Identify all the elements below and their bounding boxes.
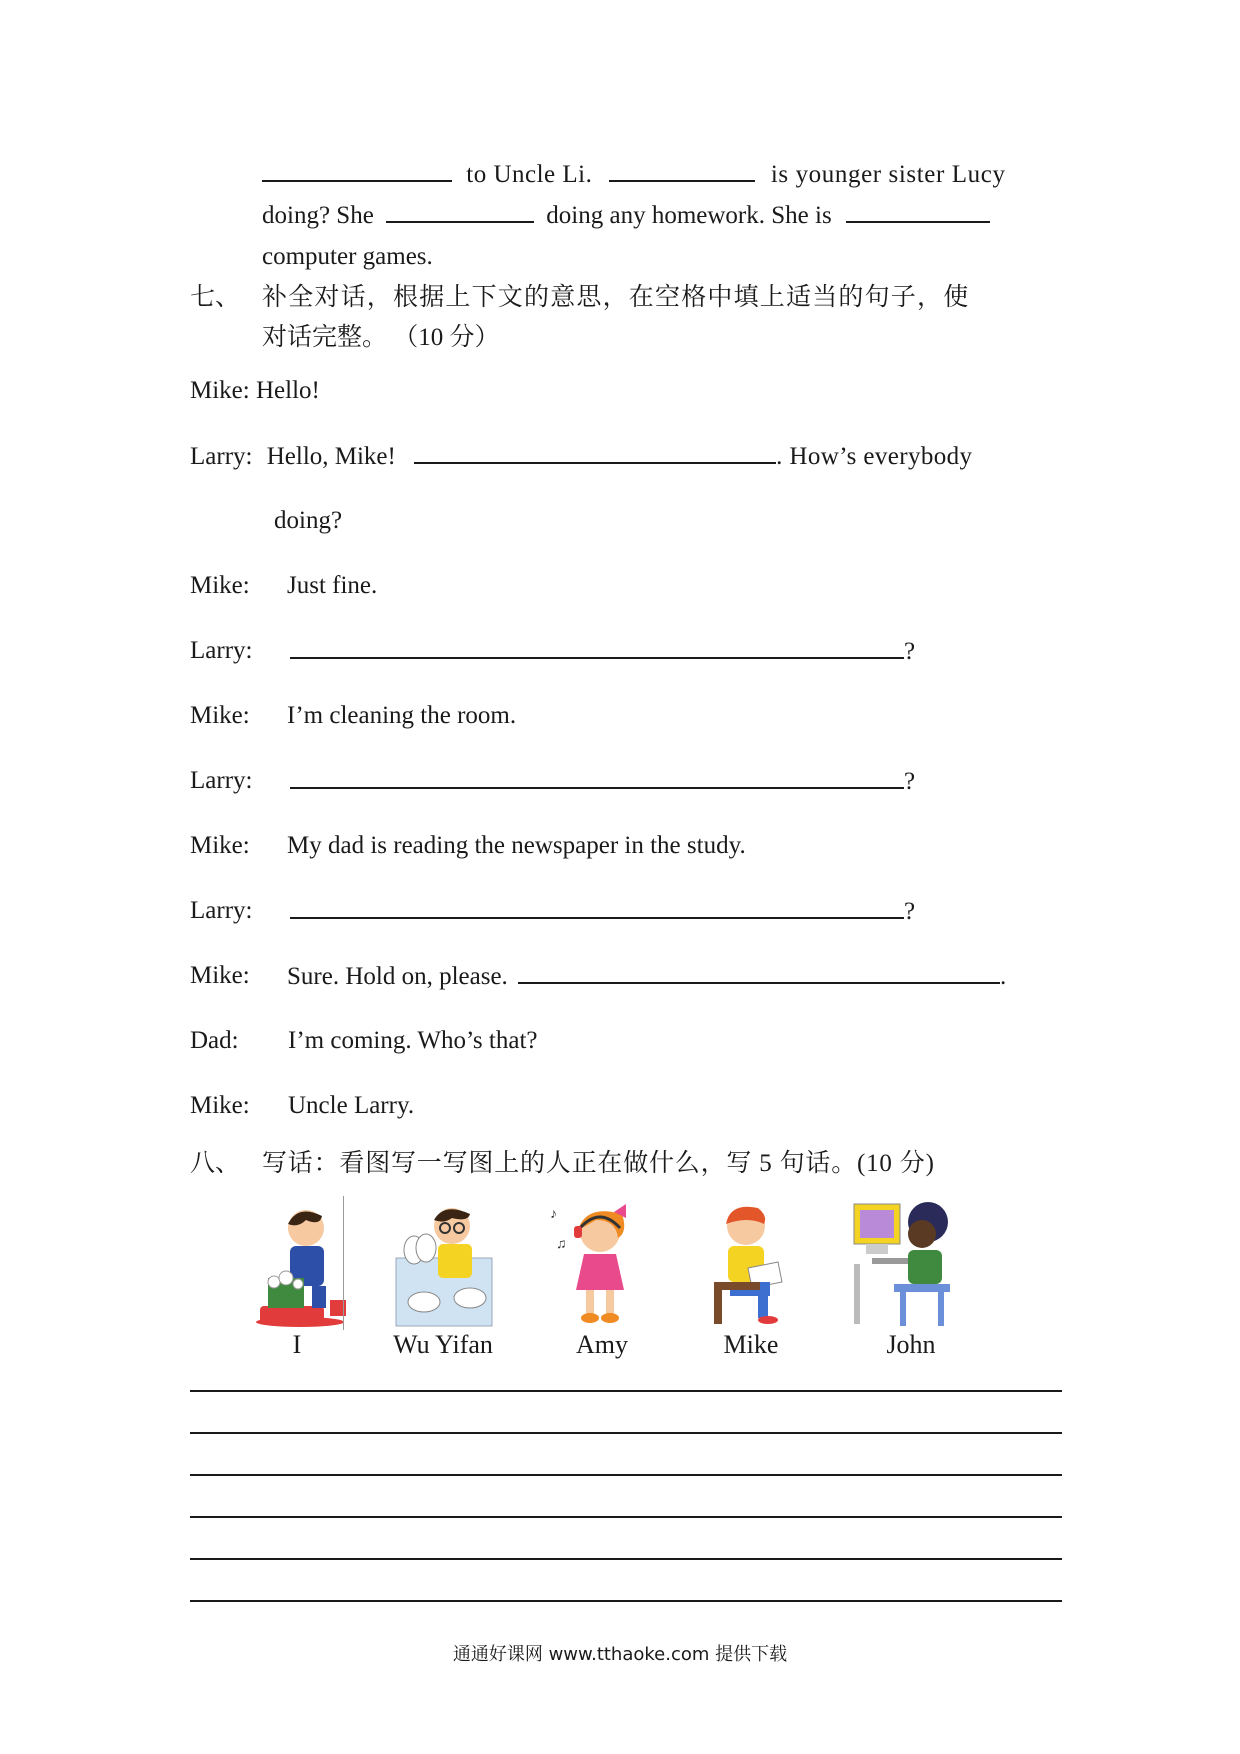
section-7-number: 七、	[190, 284, 241, 311]
dialog-line-7: Mike:	[190, 832, 250, 859]
dialog-line-4: Larry:	[190, 637, 253, 664]
dialog-answer-row: ?	[290, 895, 915, 928]
picture-label: I	[292, 1330, 302, 1359]
dialog-line-11: Mike:	[190, 1092, 250, 1119]
writing-line[interactable]	[190, 1432, 1062, 1434]
writing-line[interactable]	[190, 1600, 1062, 1602]
answer-blank[interactable]	[290, 635, 904, 659]
svg-text:♪: ♪	[550, 1207, 557, 1222]
dialog-line-1: Mike: Hello!	[190, 377, 320, 404]
answer-blank[interactable]	[290, 895, 904, 919]
boy-using-computer-icon	[852, 1198, 960, 1328]
dialog-text: Uncle Larry.	[288, 1092, 415, 1119]
answer-blank[interactable]	[290, 765, 904, 789]
passage-line-1: to Uncle Li. is younger sister Lucy	[262, 158, 1006, 191]
dialog-text: Just fine.	[287, 572, 378, 599]
picture-label: Amy	[576, 1330, 628, 1359]
writing-line[interactable]	[190, 1516, 1062, 1518]
answer-blank[interactable]	[262, 158, 452, 182]
dialog-line-9: Mike:	[190, 962, 250, 989]
section-8-instruction: 写话：看图写一写图上的人正在做什么，写 5 句话。(10 分)	[262, 1150, 935, 1177]
passage-line-2: doing? She doing any homework. She is	[262, 199, 990, 232]
writing-line[interactable]	[190, 1390, 1062, 1392]
footer-text: 通通好课网 www.tthaoke.com 提供下载	[452, 1644, 788, 1665]
dialog-answer-row: ?	[290, 765, 915, 798]
writing-line[interactable]	[190, 1474, 1062, 1476]
section-7-instruction: 补全对话，根据上下文的意思，在空格中填上适当的句子，使	[262, 284, 970, 311]
dialog-line-3: Mike:	[190, 572, 250, 599]
boy-reading-book-icon	[702, 1198, 810, 1328]
dialog-text: I’m cleaning the room.	[287, 702, 517, 729]
answer-blank[interactable]	[414, 440, 776, 464]
picture-label: Mike	[723, 1330, 779, 1359]
divider	[343, 1196, 344, 1330]
section-8-number: 八、	[190, 1150, 241, 1177]
dialog-text: I’m coming. Who’s that?	[288, 1027, 538, 1054]
boy-washing-dishes-icon	[390, 1198, 498, 1328]
dialog-text: Sure. Hold on, please. .	[287, 960, 1006, 993]
dialog-line-5: Mike:	[190, 702, 250, 729]
girl-listening-music-icon	[546, 1198, 654, 1328]
svg-text:♫: ♫	[556, 1237, 567, 1252]
answer-blank[interactable]	[518, 960, 1000, 984]
dialog-line-10: Dad:	[190, 1027, 239, 1054]
answer-blank[interactable]	[846, 199, 990, 223]
picture-label: Wu Yifan	[393, 1330, 493, 1359]
writing-line[interactable]	[190, 1558, 1062, 1560]
dialog-text: My dad is reading the newspaper in the study.	[287, 832, 746, 859]
boy-washing-clothes-icon	[246, 1198, 354, 1328]
dialog-line-2: Larry: Hello, Mike! . How’s everybody	[190, 440, 972, 473]
section-7-instruction-2: 对话完整。 （10 分）	[262, 324, 500, 351]
answer-blank[interactable]	[386, 199, 534, 223]
dialog-line-6: Larry:	[190, 767, 253, 794]
picture-label: John	[886, 1330, 936, 1359]
answer-blank[interactable]	[609, 158, 755, 182]
dialog-line-8: Larry:	[190, 897, 253, 924]
dialog-answer-row: ?	[290, 635, 915, 668]
passage-line-3: computer games.	[262, 243, 433, 270]
dialog-line-2-continued: doing?	[274, 507, 343, 534]
